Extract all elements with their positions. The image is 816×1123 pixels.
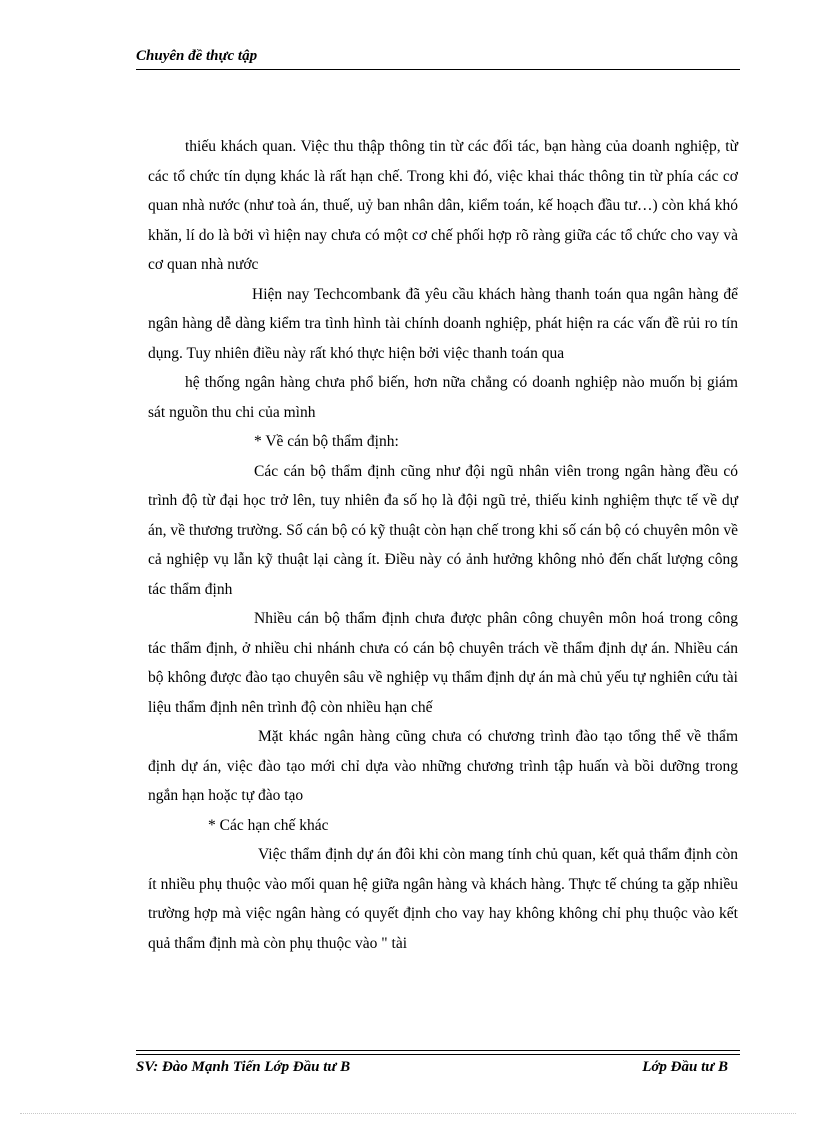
page-footer	[136, 1050, 740, 1080]
document-body	[148, 132, 738, 958]
paragraph-2: Hiện nay Techcombank đã yêu cầu khách hàng thanh toán qua ngân hàng để ngân hàng dễ dàng kiểm tra tình hình tài chính doanh nghiệp, phát hiện ra các vấn đề rủi ro tín dụng. Tuy nhiên điều này rất khó thực hiện bởi việc thanh toán qua	[148, 285, 738, 362]
header-title: Chuyên đề thực tập	[136, 48, 258, 64]
paragraph-3: hệ thống ngân hàng chưa phổ biến, hơn nữa chẳng có doanh nghiệp nào muốn bị giám sát nguồn thu chi của mình	[148, 374, 738, 421]
paragraph-4: Các cán bộ thẩm định cũng như đội ngũ nhân viên trong ngân hàng đều có trình độ từ đại học trở lên, tuy nhiên đa số họ là đội ngũ trẻ, thiếu kinh nghiệm thực tế về dự án, về thương trường. Số cán bộ có kỹ thuật còn hạn chế trong khi số cán bộ có chuyên môn về cả nghiệp vụ lẫn kỹ thuật lại càng ít. Điều này có ảnh hưởng không nhỏ đến chất lượng công tác thẩm định	[148, 462, 738, 598]
footer-rule-top	[136, 1050, 740, 1051]
section-heading-staff: * Về cán bộ thẩm định:	[254, 433, 399, 450]
paragraph-5: Nhiều cán bộ thẩm định chưa được phân công chuyên môn hoá trong công tác thẩm định, ở nhiều chi nhánh chưa có cán bộ chuyên trách về thẩm định dự án. Nhiều cán bộ không được đào tạo chuyên sâu về nghiệp vụ thẩm định dự án mà chủ yếu tự nghiên cứu tài liệu thẩm định nên trình độ còn nhiều hạn chế	[148, 610, 738, 716]
footer-student: SV: Đào Mạnh Tiến Lớp Đầu tư B	[136, 1059, 351, 1075]
paragraph-7: Việc thẩm định dự án đôi khi còn mang tính chủ quan, kết quả thẩm định còn ít nhiều phụ thuộc vào mối quan hệ giữa ngân hàng và khách hàng. Thực tế chúng ta gặp nhiều trường hợp mà việc ngân hàng có quyết định cho vay hay không không chỉ phụ thuộc vào kết quả thẩm định mà còn phụ thuộc vào " tài	[148, 846, 738, 952]
footer-class: Lớp Đầu tư B	[642, 1059, 728, 1075]
page-bottom-edge	[20, 1113, 796, 1114]
paragraph-1: thiếu khách quan. Việc thu thập thông tin từ các đối tác, bạn hàng của doanh nghiệp, từ các tổ chức tín dụng khác là rất hạn chế. Trong khi đó, việc khai thác thông tin từ phía các cơ quan nhà nước (như toà án, thuế, uỷ ban nhân dân, kiểm toán, kế hoạch đầu tư…) còn khá khó khăn, lí do là bởi vì hiện nay chưa có một cơ chế phối hợp rõ ràng giữa các tổ chức cho vay và cơ quan nhà nước	[148, 138, 738, 273]
paragraph-6: Mặt khác ngân hàng cũng chưa có chương trình đào tạo tổng thể về thẩm định dự án, việc đào tạo mới chỉ dựa vào những chương trình tập huấn và bồi dưỡng trong ngắn hạn hoặc tự đào tạo	[148, 728, 738, 804]
header-rule	[136, 69, 740, 70]
footer-rule-bottom	[136, 1054, 740, 1055]
section-heading-other: * Các hạn chế khác	[208, 816, 329, 834]
page-header	[136, 48, 740, 70]
